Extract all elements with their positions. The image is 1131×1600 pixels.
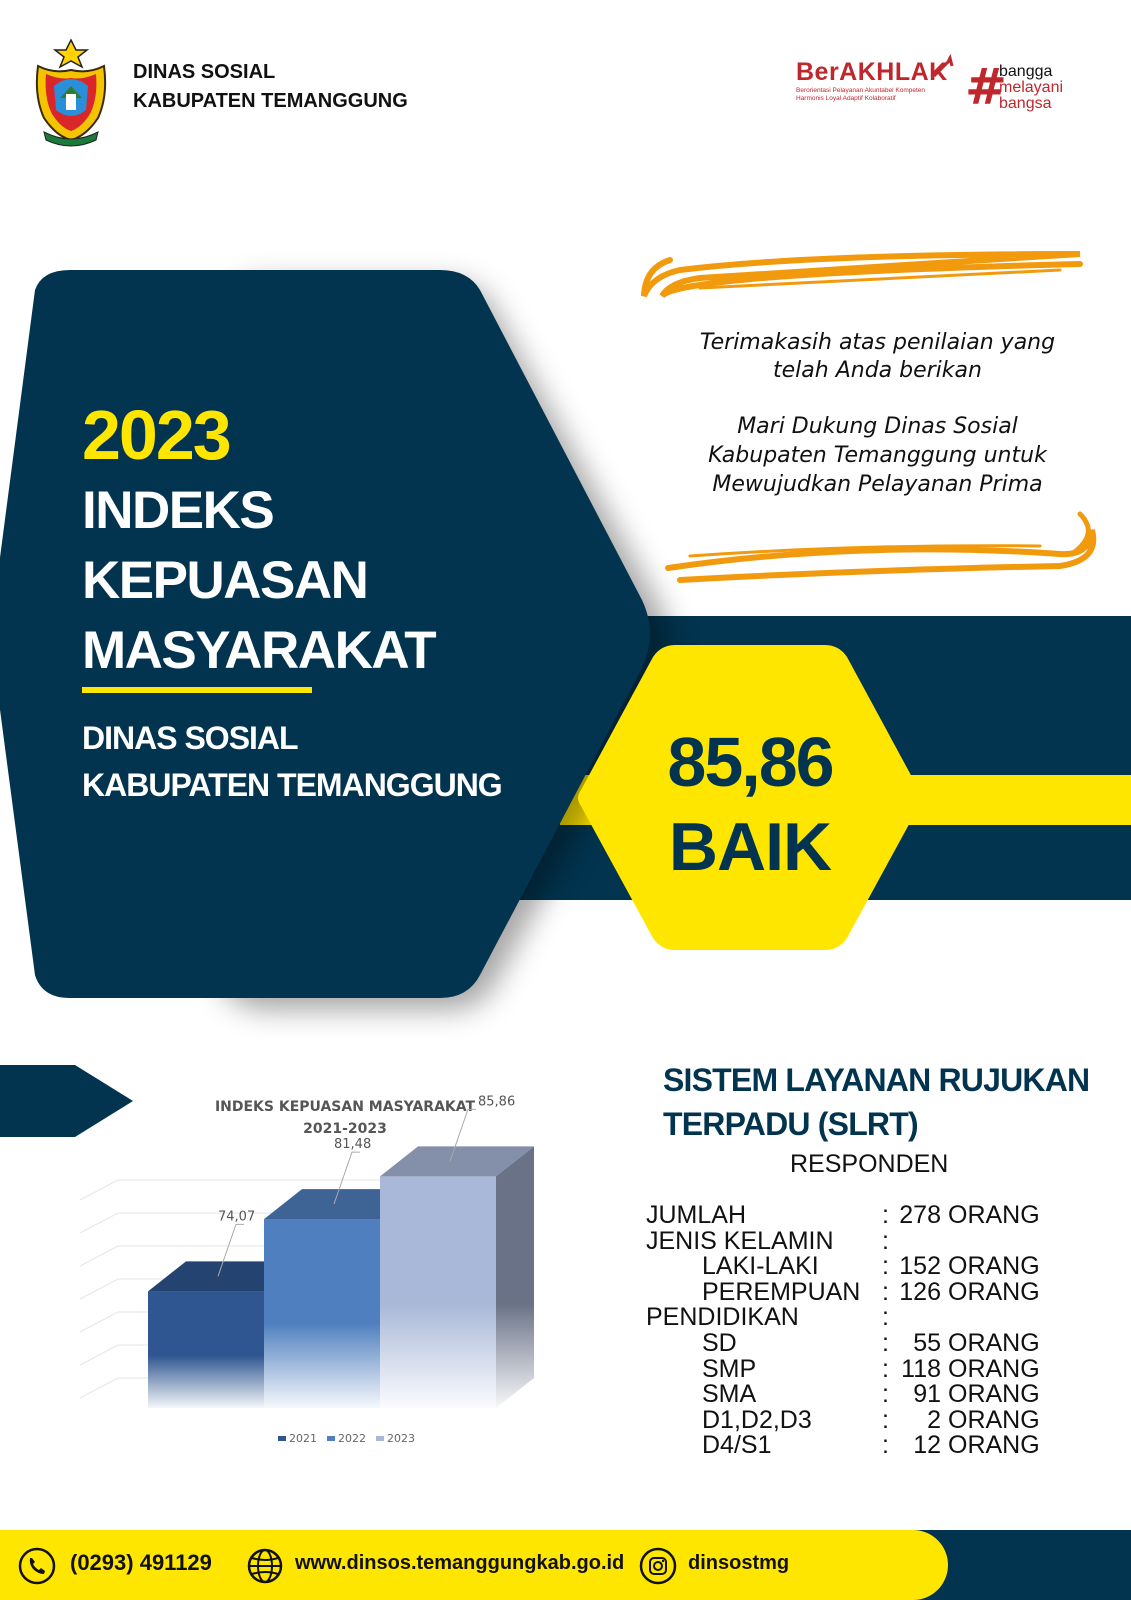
berakhlak-logo [796, 58, 956, 114]
respondent-row [646, 1226, 1106, 1255]
chart-title-text: INDEKS KEPUASAN MASYARAKAT [214, 1099, 476, 1115]
ikm-grade: BAIK [668, 809, 832, 885]
legend-label: 2021 [289, 1432, 317, 1445]
respondent-colon: : [882, 1405, 889, 1434]
berakhlak-tagline-2: Harmonis Loyal Adaptif Kolaboratif [796, 95, 896, 102]
legend-swatch [327, 1436, 335, 1441]
chart-legend [278, 1432, 415, 1445]
respondent-colon: : [882, 1201, 889, 1229]
bar-2023 [380, 1094, 534, 1408]
slrt-title-line2: TERPADU (SLRT) [663, 1106, 918, 1142]
respondent-row [646, 1254, 1106, 1280]
legend-label: 2022 [338, 1432, 366, 1445]
regency-emblem-logo [30, 36, 112, 148]
respondent-count: 91 [913, 1380, 941, 1409]
legend-swatch [376, 1436, 384, 1441]
respondent-unit: ORANG [948, 1354, 1040, 1383]
organization-name-line1: DINAS SOSIAL [133, 61, 276, 83]
respondent-label: D4/S1 [702, 1431, 772, 1460]
respondent-colon: : [882, 1277, 889, 1306]
chart-subtitle-text: 2021-2023 [303, 1121, 387, 1137]
respondent-colon: : [882, 1226, 889, 1255]
respondent-row [646, 1328, 1106, 1357]
legend-label: 2023 [387, 1432, 415, 1445]
respondent-row [646, 1305, 1106, 1331]
respondent-count: 55 [913, 1328, 941, 1357]
bangga-line1: bangga [999, 63, 1053, 80]
respondent-count: 152 [899, 1252, 941, 1281]
respondent-label: SD [702, 1328, 737, 1357]
respondent-row [646, 1277, 1106, 1306]
hero-title-line1: INDEKS [82, 481, 274, 540]
bangga-line3: bangsa [999, 95, 1052, 112]
hero-title-line3: MASYARAKAT [82, 621, 436, 680]
data-label: 74,07 [218, 1209, 256, 1225]
respondent-unit: ORANG [948, 1328, 1040, 1357]
hero-title-line2: KEPUASAN [82, 551, 368, 610]
respondent-count: 126 [899, 1277, 941, 1306]
bar-reflection-fade [380, 1176, 534, 1408]
respondent-row [646, 1203, 1106, 1229]
legend-item-2023 [376, 1432, 415, 1445]
responden-heading: RESPONDEN [790, 1150, 949, 1178]
respondent-unit: ORANG [948, 1380, 1040, 1409]
data-label: 81,48 [334, 1137, 372, 1153]
respondent-count: 118 [901, 1354, 941, 1383]
respondent-colon: : [882, 1431, 889, 1460]
orange-brush-swoosh-bottom [660, 510, 1120, 588]
respondent-count: 2 [927, 1405, 941, 1434]
instagram-icon [639, 1547, 677, 1585]
hashtag-icon: # [965, 58, 1007, 116]
respondent-label: JENIS KELAMIN [646, 1226, 834, 1255]
respondent-label: LAKI-LAKI [702, 1252, 819, 1281]
berakhlak-wordmark: BerAKHLAK [796, 58, 948, 86]
title-underline [82, 687, 312, 693]
check-swoosh-icon [932, 56, 954, 80]
respondent-row [646, 1433, 1106, 1459]
hero-subtitle-line1: DINAS SOSIAL [82, 720, 298, 756]
respondent-unit: ORANG [948, 1431, 1040, 1460]
respondent-label: PEREMPUAN [702, 1277, 861, 1306]
respondent-row [646, 1382, 1106, 1408]
legend-item-2022 [327, 1432, 366, 1445]
respondent-label: SMA [702, 1380, 757, 1409]
respondent-table [646, 1203, 1106, 1459]
hero-year: 2023 [82, 396, 230, 474]
bangga-melayani-bangsa-logo [965, 58, 1085, 118]
thanks-line4: Kabupaten Temanggung untuk [708, 443, 1047, 468]
respondent-count: 12 [913, 1431, 941, 1460]
slrt-title-line1: SISTEM LAYANAN RUJUKAN [663, 1062, 1090, 1098]
respondent-colon: : [882, 1380, 889, 1409]
thanks-line1: Terimakasih atas penilaian yang [699, 330, 1056, 355]
respondent-unit: ORANG [948, 1201, 1040, 1229]
hero-subtitle-line2: KABUPATEN TEMANGGUNG [82, 767, 502, 803]
respondent-unit: ORANG [948, 1405, 1040, 1434]
bangga-line2: melayani [999, 79, 1064, 96]
berakhlak-tagline-1: Berorientasi Pelayanan Akuntabel Kompeten [796, 87, 926, 94]
respondent-colon: : [882, 1328, 889, 1357]
organization-name-line2: KABUPATEN TEMANGGUNG [133, 90, 408, 112]
respondent-label: SMP [702, 1354, 757, 1383]
data-label: 85,86 [478, 1094, 516, 1110]
thanks-line5: Mewujudkan Pelayanan Prima [712, 472, 1043, 497]
respondent-unit: ORANG [948, 1252, 1040, 1281]
globe-icon [246, 1547, 284, 1585]
phone-icon [18, 1547, 56, 1585]
respondent-colon: : [882, 1354, 889, 1383]
footer-website[interactable]: www.dinsos.temanggungkab.go.id [295, 1552, 625, 1574]
respondent-count: 278 [899, 1201, 941, 1229]
organization-name [133, 58, 408, 116]
respondent-label: JUMLAH [646, 1201, 747, 1229]
footer-instagram[interactable]: dinsostmg [688, 1552, 790, 1574]
respondent-label: D1,D2,D3 [702, 1405, 812, 1434]
respondent-row [646, 1405, 1106, 1434]
thanks-line2: telah Anda berikan [773, 358, 982, 383]
legend-swatch [278, 1436, 286, 1441]
thanks-line3: Mari Dukung Dinas Sosial [737, 414, 1018, 439]
respondent-row [646, 1354, 1106, 1383]
respondent-colon: : [882, 1303, 889, 1332]
respondent-colon: : [882, 1252, 889, 1281]
respondent-label: PENDIDIKAN [646, 1303, 799, 1332]
legend-item-2021 [278, 1432, 317, 1445]
ikm-score: 85,86 [667, 723, 833, 801]
respondent-unit: ORANG [948, 1277, 1040, 1306]
slrt-title [663, 1058, 1089, 1146]
footer-phone[interactable]: (0293) 491129 [70, 1550, 212, 1575]
orange-brush-swoosh-top [640, 248, 1090, 318]
